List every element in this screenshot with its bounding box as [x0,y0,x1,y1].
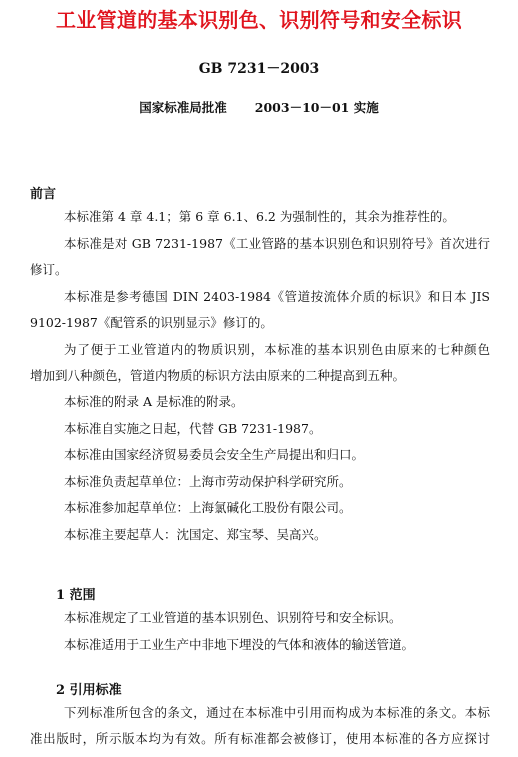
section-2-line: 准出版时，所示版本均为有效。所有标准都会被修订，使用本标准的各方应探讨 [30,731,490,746]
foreword-line: 修订。 [30,262,68,277]
foreword-line: 本标准主要起草人：沈国定、郑宝琴、吴高兴。 [64,527,327,542]
approval-issuer: 国家标准局批准 [139,100,227,115]
foreword-line: 为了便于工业管道内的物质识别，本标准的基本识别色由原来的七种颜色 [64,342,490,357]
document-title: 工业管道的基本识别色、识别符号和安全标识 [56,8,462,32]
foreword-line: 本标准的附录 A 是标准的附录。 [64,394,244,409]
foreword-line: 本标准自实施之日起，代替 GB 7231-1987。 [64,421,322,436]
foreword-heading: 前言 [30,187,57,202]
section-1-heading: 1 范围 [56,588,96,603]
foreword-line: 本标准是参考德国 DIN 2403-1984《管道按流体介质的标识》和日本 JIS [64,289,490,304]
foreword-line: 本标准负责起草单位：上海市劳动保护科学研究所。 [64,474,352,489]
foreword-line: 本标准由国家经济贸易委员会安全生产局提出和归口。 [64,447,365,462]
section-2-heading: 2 引用标准 [56,683,122,698]
foreword-line: 本标准是对 GB 7231-1987《工业管路的基本识别色和识别符号》首次进行 [64,236,490,251]
section-1-line: 本标准适用于工业生产中非地下埋没的气体和液体的输送管道。 [64,637,415,652]
foreword-line: 9102-1987《配管系的识别显示》修订的。 [30,315,273,330]
approval-line [0,98,518,116]
section-2-line: 下列标准所包含的条文，通过在本标准中引用而构成为本标准的条文。本标 [64,705,490,720]
foreword-line: 本标准参加起草单位：上海氯碱化工股份有限公司。 [64,500,352,515]
section-1-line: 本标准规定了工业管道的基本识别色、识别符号和安全标识。 [64,610,402,625]
approval-effective-date: 2003－10－01 实施 [254,100,379,115]
foreword-line: 本标准第 4 章 4.1；第 6 章 6.1、6.2 为强制性的，其余为推荐性的。 [64,209,455,224]
standard-code: GB 7231－2003 [198,61,320,77]
foreword-line: 增加到八种颜色，管道内物质的标识方法由原来的二种提高到五种。 [30,368,406,383]
